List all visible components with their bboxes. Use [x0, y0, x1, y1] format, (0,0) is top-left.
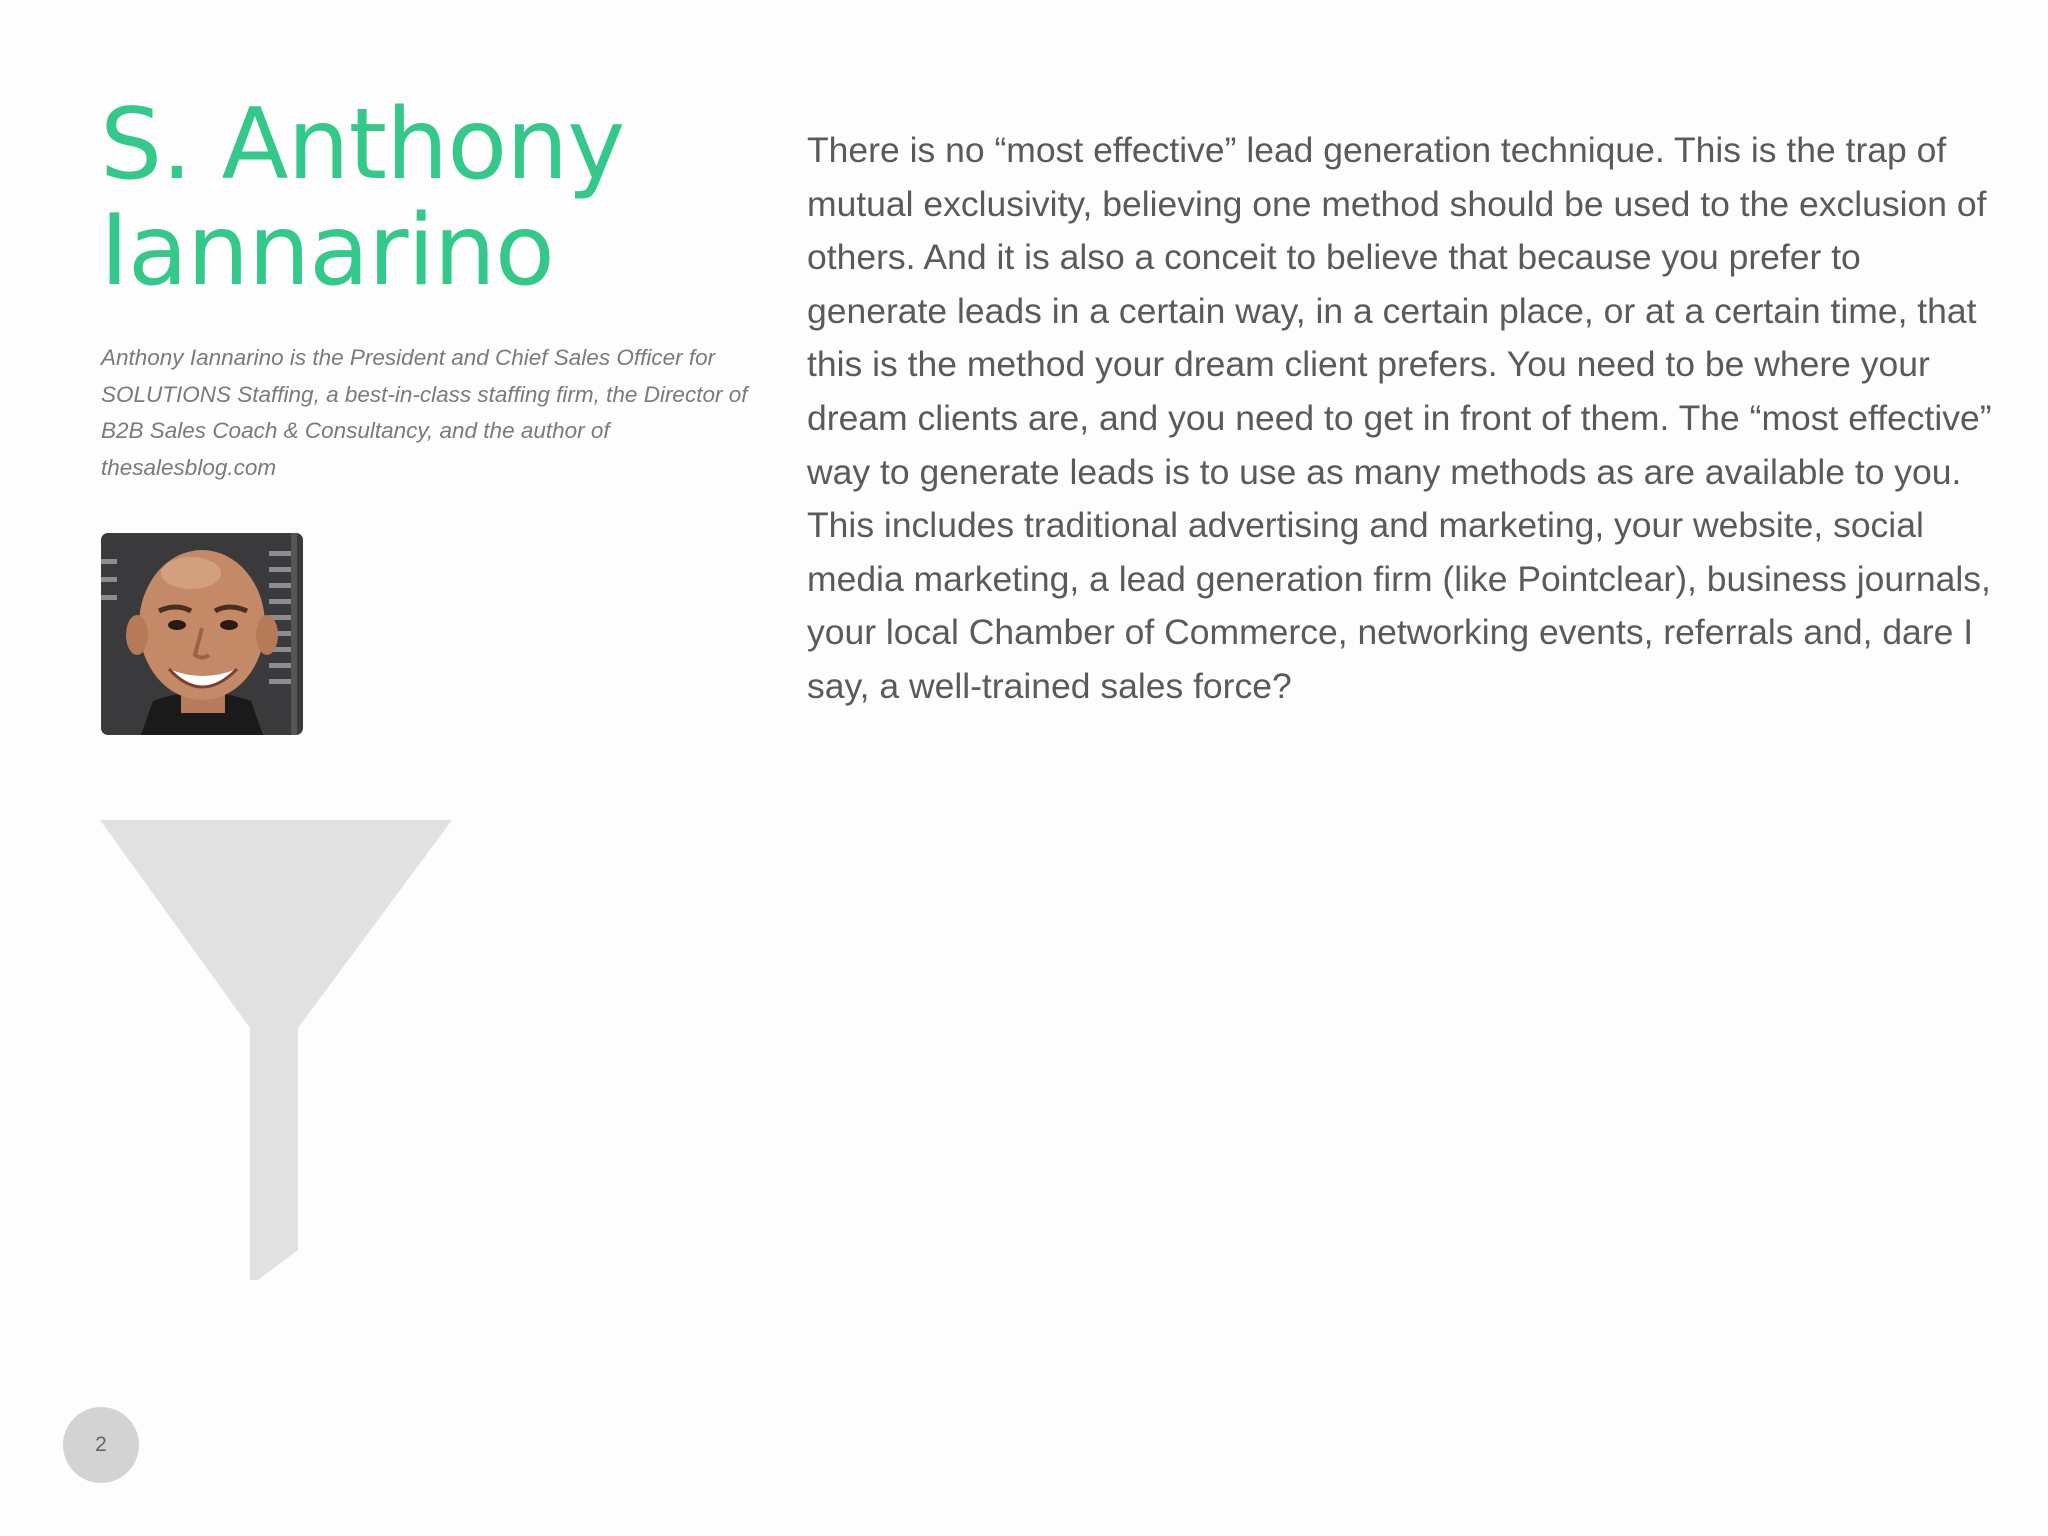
page-number: 2 [95, 1433, 107, 1456]
author-photo [101, 533, 303, 735]
author-name-line-1: S. Anthony [100, 88, 625, 202]
page-number-badge [63, 1407, 139, 1483]
funnel-shape [100, 820, 452, 1280]
author-bio: Anthony Iannarino is the President and Chief Sales Officer for SOLUTIONS Staffing, a best-in-class staffing firm, the Director of B2B Sales Coach & Consultancy, and the author of thesalesblog.com [101, 345, 748, 480]
author-name [100, 88, 720, 308]
author-name-line-2: Iannarino [100, 194, 554, 308]
article-body: There is no “most effective” lead generation technique. This is the trap of mutual exclusivity, believing one method should be used to the exclusion of others. And it is also a conceit to believe that because you prefer to generate leads in a certain way, in a certain place, or at a certain time, that this is the method your dream client prefers. You need to be where your dream clients are, and you need to get in front of them. The “most effective” way to generate leads is to use as many methods as are available to you. This includes traditional advertising and marketing, your website, social media marketing, a lead generation firm (like Pointclear), business journals, your local Chamber of Commerce, networking events, referrals and, dare I say, a well-trained sales force? [807, 130, 1992, 706]
funnel-icon [100, 820, 452, 1280]
